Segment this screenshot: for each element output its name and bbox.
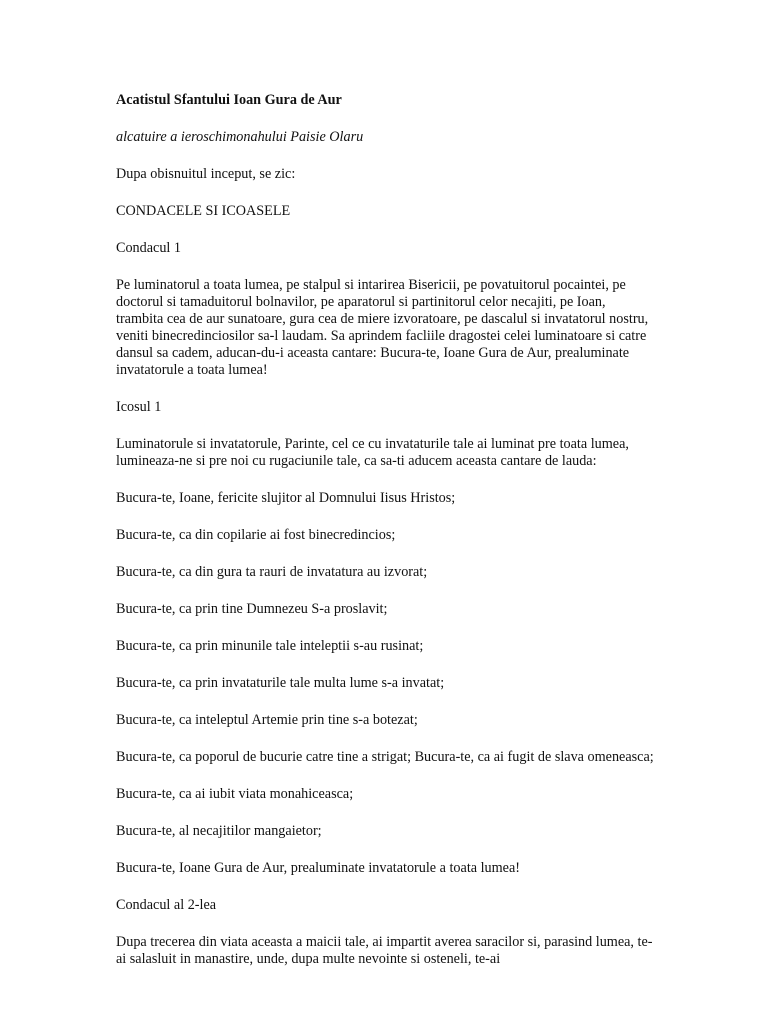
condac1-paragraph: Pe luminatorul a toata lumea, pe stalpul si intarirea Bisericii, pe povatuitorul pocaintei, pe doctorul si tamaduitorul bolnavilor, pe aparatorul si partinitorul celor necajiti, pe Ioan, trambita cea de aur sunatoare, gura cea de miere izvoratoare, pe dascalul si invatatorul nostru, veniti binecredinciosilor sa-l laudam. Sa aprindem facliile dragostei celei luminatoare si catre dansul sa cadem, aducan-du-i aceasta cantare: Bucura-te, Ioane Gura de Aur, prealuminate invatatorule a toata lumea! xyxy=(116,277,649,378)
condac2-heading: Condacul al 2-lea xyxy=(116,897,217,913)
bucura-line: Bucura-te, ca ai iubit viata monahiceasca; xyxy=(116,786,354,802)
condac2-paragraph: Dupa trecerea din viata aceasta a maicii tale, ai impartit averea saracilor si, parasind lumea, te-ai salasluit in manastire, unde, dupa multe nevointe si osteneli, te-ai xyxy=(116,934,653,967)
document-title: Acatistul Sfantului Ioan Gura de Aur xyxy=(116,92,342,108)
bucura-line: Bucura-te, ca prin invataturile tale multa lume s-a invatat; xyxy=(116,675,445,691)
bucura-line: Bucura-te, Ioane, fericite slujitor al Domnului Iisus Hristos; xyxy=(116,490,456,506)
document-subtitle: alcatuire a ieroschimonahului Paisie Olaru xyxy=(116,129,364,145)
bucura-line: Bucura-te, ca inteleptul Artemie prin tine s-a botezat; xyxy=(116,712,418,728)
bucura-line: Bucura-te, ca din gura ta rauri de invatatura au izvorat; xyxy=(116,564,428,580)
bucura-line: Bucura-te, al necajitilor mangaietor; xyxy=(116,823,322,839)
section-heading: CONDACELE SI ICOASELE xyxy=(116,203,291,219)
bucura-line: Bucura-te, ca prin tine Dumnezeu S-a proslavit; xyxy=(116,601,388,617)
intro-text: Dupa obisnuitul inceput, se zic: xyxy=(116,166,296,182)
bucura-line: Bucura-te, ca din copilarie ai fost binecredincios; xyxy=(116,527,396,543)
document-page xyxy=(116,92,656,988)
icos1-heading: Icosul 1 xyxy=(116,399,162,415)
condac1-heading: Condacul 1 xyxy=(116,240,182,256)
icos1-paragraph: Luminatorule si invatatorule, Parinte, cel ce cu invataturile tale ai luminat pre toata lumea, lumineaza-ne si pre noi cu rugaciunile tale, ca sa-ti aducem aceasta cantare de lauda: xyxy=(116,436,629,469)
bucura-line: Bucura-te, ca prin minunile tale inteleptii s-au rusinat; xyxy=(116,638,424,654)
bucura-line: Bucura-te, Ioane Gura de Aur, prealuminate invatatorule a toata lumea! xyxy=(116,860,520,876)
bucura-line: Bucura-te, ca poporul de bucurie catre tine a strigat; Bucura-te, ca ai fugit de slava omeneasca; xyxy=(116,749,654,765)
